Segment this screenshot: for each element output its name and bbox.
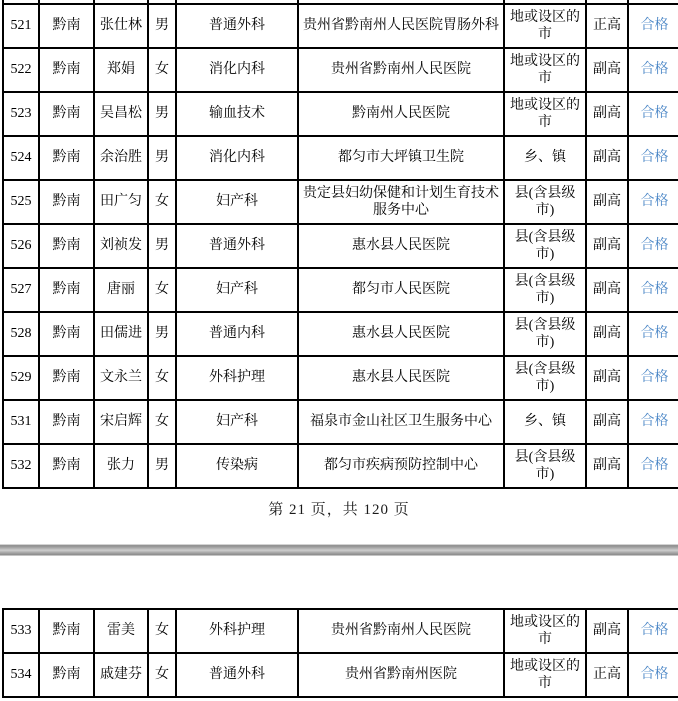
cell-id: 526: [3, 224, 39, 268]
cell-result: 合格: [628, 356, 678, 400]
cell-level: 地或设区的市: [504, 92, 586, 136]
table-row: [3, 609, 678, 653]
cell-rank: 副高: [586, 268, 628, 312]
cell-hospital: 都匀市疾病预防控制中心: [298, 444, 504, 488]
cell-specialty: 外科护理: [176, 609, 298, 653]
table-row: [3, 400, 678, 444]
table-row: [3, 312, 678, 356]
cell-id: 524: [3, 136, 39, 180]
cell-result: 合格: [628, 224, 678, 268]
cell-region: 黔南: [39, 444, 94, 488]
cell-level: 地或设区的市: [504, 4, 586, 48]
cell-hospital: 福泉市金山社区卫生服务中心: [298, 400, 504, 444]
cell-rank: 正高: [586, 4, 628, 48]
cell-level: 县(含县级市): [504, 444, 586, 488]
table-row: [3, 48, 678, 92]
cell-gender: 女: [148, 180, 176, 224]
cell-specialty: 妇产科: [176, 180, 298, 224]
cell-id: 531: [3, 400, 39, 444]
cell-name: 雷美: [94, 609, 148, 653]
cell-region: 黔南: [39, 92, 94, 136]
exam-results-table-page22: [2, 608, 678, 698]
table-row: [3, 224, 678, 268]
cell-gender: 女: [148, 400, 176, 444]
page-separator: [0, 544, 678, 556]
cell-region: 黔南: [39, 48, 94, 92]
cell-name: 唐丽: [94, 268, 148, 312]
cell-specialty: 妇产科: [176, 400, 298, 444]
cell-gender: 男: [148, 92, 176, 136]
cell-level: 地或设区的市: [504, 48, 586, 92]
cell-gender: 男: [148, 4, 176, 48]
cell-result: 合格: [628, 312, 678, 356]
cell-name: 张仕林: [94, 4, 148, 48]
table-row: [3, 444, 678, 488]
cell-hospital: 惠水县人民医院: [298, 224, 504, 268]
cell-gender: 女: [148, 48, 176, 92]
cell-hospital: 贵州省黔南州人民医院: [298, 609, 504, 653]
cell-region: 黔南: [39, 400, 94, 444]
cell-specialty: 外科护理: [176, 356, 298, 400]
cell-gender: 男: [148, 224, 176, 268]
cell-result: 合格: [628, 92, 678, 136]
cell-hospital: 贵州省黔南州人民医院胃肠外科: [298, 4, 504, 48]
cell-level: 县(含县级市): [504, 312, 586, 356]
cell-result: 合格: [628, 444, 678, 488]
cell-name: 余治胜: [94, 136, 148, 180]
cell-specialty: 传染病: [176, 444, 298, 488]
cell-rank: 副高: [586, 48, 628, 92]
cell-rank: 副高: [586, 92, 628, 136]
cell-name: 刘祯发: [94, 224, 148, 268]
cell-id: 534: [3, 653, 39, 697]
cell-level: 乡、镇: [504, 400, 586, 444]
cell-specialty: 消化内科: [176, 48, 298, 92]
cell-hospital: 黔南州人民医院: [298, 92, 504, 136]
cell-result: 合格: [628, 609, 678, 653]
cell-gender: 女: [148, 268, 176, 312]
results-tbody-page22: [3, 609, 678, 697]
cell-gender: 男: [148, 444, 176, 488]
cell-name: 张力: [94, 444, 148, 488]
cell-hospital: 惠水县人民医院: [298, 312, 504, 356]
cell-region: 黔南: [39, 609, 94, 653]
cell-rank: 副高: [586, 444, 628, 488]
cell-result: 合格: [628, 180, 678, 224]
cell-region: 黔南: [39, 4, 94, 48]
cell-specialty: 普通内科: [176, 312, 298, 356]
cell-id: 527: [3, 268, 39, 312]
cell-rank: 副高: [586, 180, 628, 224]
cell-name: 田广匀: [94, 180, 148, 224]
cell-region: 黔南: [39, 653, 94, 697]
cell-gender: 女: [148, 609, 176, 653]
cell-gender: 男: [148, 136, 176, 180]
cell-region: 黔南: [39, 136, 94, 180]
cell-name: 郑娟: [94, 48, 148, 92]
cell-gender: 女: [148, 356, 176, 400]
cell-result: 合格: [628, 48, 678, 92]
cell-rank: 副高: [586, 400, 628, 444]
cell-rank: 副高: [586, 356, 628, 400]
cell-hospital: 都匀市人民医院: [298, 268, 504, 312]
cell-rank: 副高: [586, 312, 628, 356]
cell-region: 黔南: [39, 356, 94, 400]
cell-name: 文永兰: [94, 356, 148, 400]
cell-id: 522: [3, 48, 39, 92]
cell-result: 合格: [628, 400, 678, 444]
cell-region: 黔南: [39, 224, 94, 268]
cell-specialty: 妇产科: [176, 268, 298, 312]
cell-level: 县(含县级市): [504, 224, 586, 268]
cell-region: 黔南: [39, 180, 94, 224]
cell-id: 532: [3, 444, 39, 488]
cell-specialty: 普通外科: [176, 653, 298, 697]
cell-specialty: 消化内科: [176, 136, 298, 180]
cell-result: 合格: [628, 268, 678, 312]
cell-region: 黔南: [39, 268, 94, 312]
cell-region: 黔南: [39, 312, 94, 356]
exam-results-table-page21: [2, 0, 678, 489]
cell-level: 地或设区的市: [504, 653, 586, 697]
cell-rank: 副高: [586, 609, 628, 653]
cell-hospital: 都匀市大坪镇卫生院: [298, 136, 504, 180]
cell-level: 乡、镇: [504, 136, 586, 180]
cell-name: 宋启辉: [94, 400, 148, 444]
cell-id: 525: [3, 180, 39, 224]
cell-rank: 正高: [586, 653, 628, 697]
cell-result: 合格: [628, 653, 678, 697]
cell-specialty: 普通外科: [176, 224, 298, 268]
table-row: [3, 136, 678, 180]
cell-level: 县(含县级市): [504, 356, 586, 400]
cell-hospital: 贵州省黔南州医院: [298, 653, 504, 697]
cell-id: 529: [3, 356, 39, 400]
cell-id: 533: [3, 609, 39, 653]
cell-gender: 女: [148, 653, 176, 697]
page-indicator: 第 21 页，共 120 页: [268, 502, 410, 518]
cell-name: 戚建芬: [94, 653, 148, 697]
table-row: [3, 92, 678, 136]
cell-specialty: 普通外科: [176, 4, 298, 48]
cell-level: 县(含县级市): [504, 180, 586, 224]
cell-result: 合格: [628, 136, 678, 180]
cell-rank: 副高: [586, 224, 628, 268]
cell-id: 523: [3, 92, 39, 136]
table-row: [3, 4, 678, 48]
cell-gender: 男: [148, 312, 176, 356]
cell-level: 地或设区的市: [504, 609, 586, 653]
table-row: [3, 653, 678, 697]
cell-name: 田儒进: [94, 312, 148, 356]
cell-specialty: 输血技术: [176, 92, 298, 136]
cell-hospital: 贵定县妇幼保健和计划生育技术服务中心: [298, 180, 504, 224]
cell-level: 县(含县级市): [504, 268, 586, 312]
table-row: [3, 180, 678, 224]
cell-id: 528: [3, 312, 39, 356]
cell-name: 吴昌松: [94, 92, 148, 136]
results-tbody-page21: [3, 0, 678, 488]
table-row: [3, 356, 678, 400]
cell-hospital: 惠水县人民医院: [298, 356, 504, 400]
cell-result: 合格: [628, 4, 678, 48]
table-row: [3, 268, 678, 312]
cell-hospital: 贵州省黔南州人民医院: [298, 48, 504, 92]
cell-rank: 副高: [586, 136, 628, 180]
cell-id: 521: [3, 4, 39, 48]
